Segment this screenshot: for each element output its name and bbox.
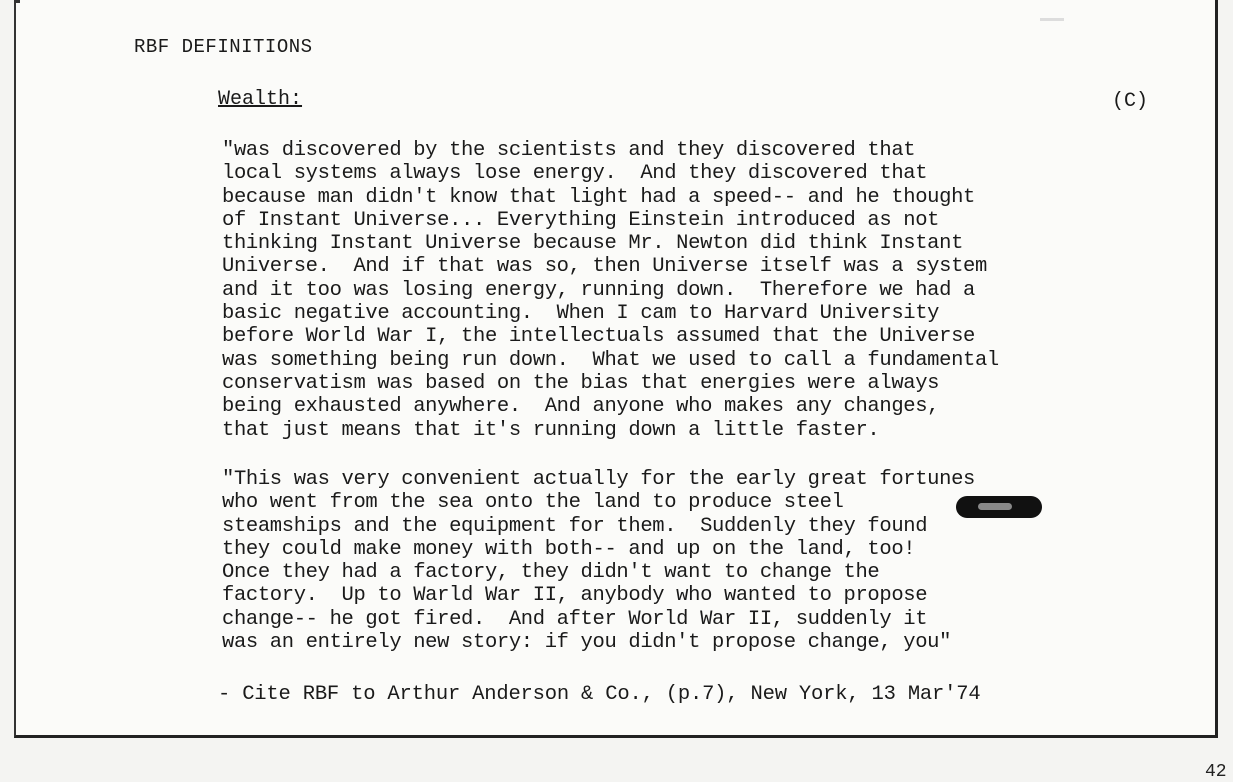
quote-paragraph-2: "This was very convenient actually for the early great fortunes who went from the sea onto the land to produce steel steamships and the equipment for them. Suddenly they found they could make money with both-- and up on the land, too! Once they had a factory, they didn't want to change the factory. Up to Warld War II, anybody who wanted to propose change-- he got fired. And after World War II, suddenly it was an entirely new story: if you didn't propose change, you" [222, 468, 975, 655]
quote-paragraph-1: "was discovered by the scientists and they discovered that local systems always lose energy. And they discovered that because man didn't know that light had a speed-- and he thought of Instant Universe... Everything Einstein introduced as not thinking Instant Universe because Mr. Newton did think Instant Universe. And if that was so, then Universe itself was a system and it too was losing energy, running down. Therefore we had a basic negative accounting. When I cam to Harvard University before World War I, the intellectuals assumed that the Universe was something being run down. What we used to call a fundamental conservatism was based on the bias that energies were always being exhausted anywhere. And anyone who makes any changes, that just means that it's running down a little faster. [222, 139, 999, 442]
paper-smudge [1040, 18, 1064, 21]
citation-line: - Cite RBF to Arthur Anderson & Co., (p.7), New York, 13 Mar'74 [218, 683, 981, 706]
definition-term [218, 88, 302, 111]
card-edge-mark [14, 0, 20, 3]
term-colon: : [290, 88, 303, 111]
page-number: 42 [1205, 762, 1227, 782]
category-marker: (C) [1112, 90, 1149, 113]
ink-blot-redaction [956, 496, 1042, 518]
document-heading: RBF DEFINITIONS [134, 36, 313, 58]
term-word: Wealth [218, 88, 291, 111]
